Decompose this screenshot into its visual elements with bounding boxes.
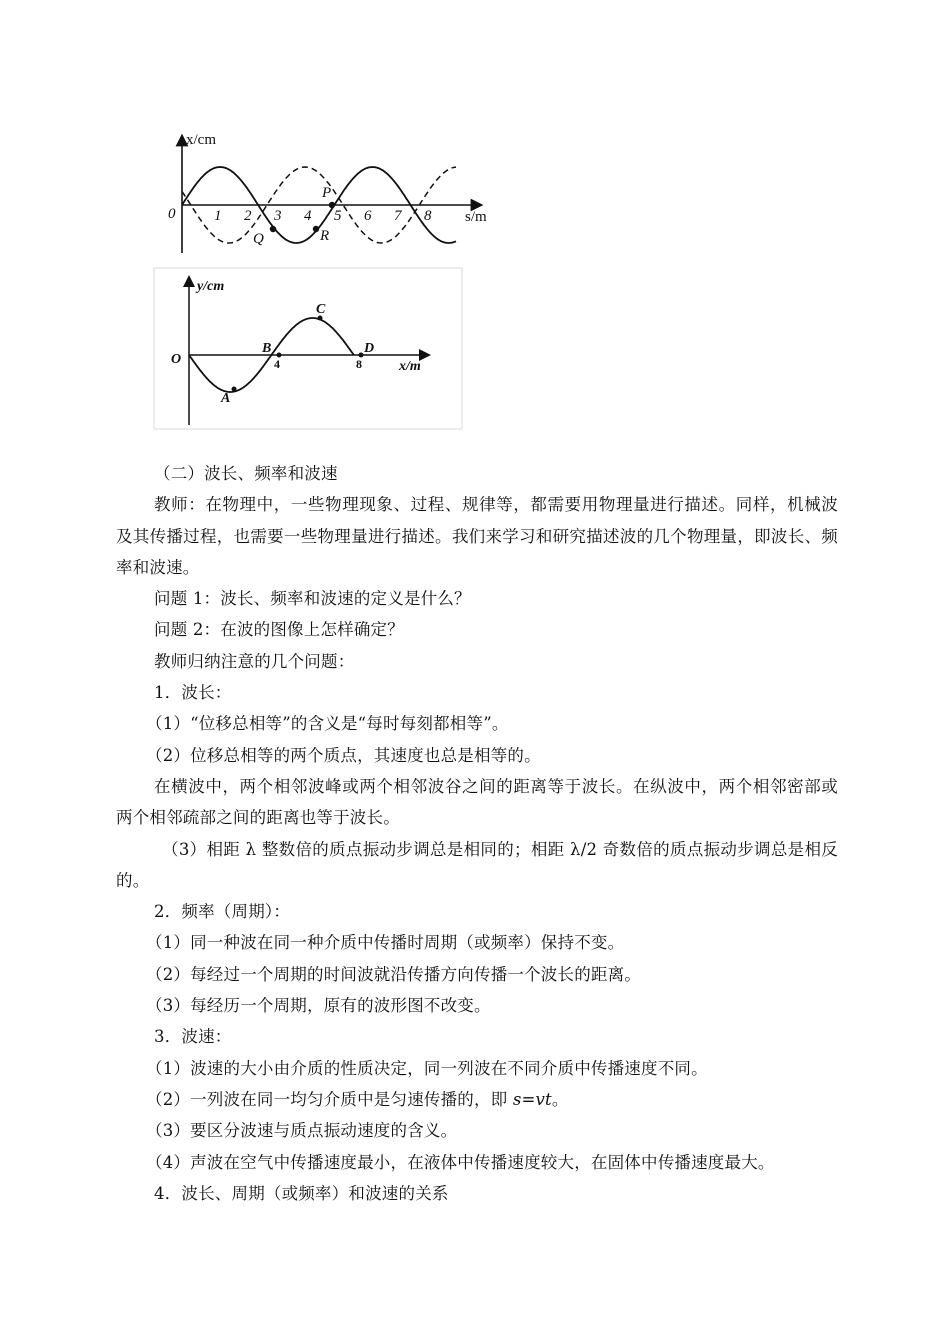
point-p-marker [329, 202, 335, 208]
relation-title: 4．波长、周期（或频率）和波速的关系 [154, 1183, 449, 1203]
question-2: 问题 2：在波的图像上怎样确定？ [154, 620, 404, 640]
point-p-label: P [322, 185, 332, 201]
frequency-item-3: （3）每经历一个周期，原有的波形图不改变。 [146, 996, 491, 1016]
summary-line: 教师归纳注意的几个问题： [154, 651, 355, 671]
speed-item-1: （1）波速的大小由介质的性质决定，同一列波在不同介质中传播速度不同。 [146, 1058, 708, 1078]
point-r-label: R [320, 228, 330, 244]
point-b-label: B [262, 341, 272, 356]
tick-label-2: 2 [244, 208, 252, 224]
speed-title: 3．波速： [154, 1027, 232, 1047]
wavelength-title: 1．波长： [154, 683, 232, 703]
intro-paragraph: 教师：在物理中，一些物理现象、过程、规律等，都需要用物理量进行描述。同样，机械波及其传播过程，也需要一些物理量进行描述。我们来学习和研究描述波的几个物理量，即波长、频率和波速。 [116, 495, 838, 577]
frequency-item-1: （1）同一种波在同一种介质中传播时周期（或频率）保持不变。 [146, 933, 625, 953]
point-d-label: D [364, 341, 375, 356]
origin-label: O [171, 352, 182, 367]
point-q-marker [270, 226, 276, 232]
speed-item-2-text: （2）一列波在同一均匀介质中是匀速传播的，即 [146, 1089, 513, 1109]
frequency-item-2: （2）每经过一个周期的时间波就沿传播方向传播一个波长的距离。 [146, 964, 641, 984]
point-q-label: Q [253, 231, 264, 247]
wave-graph-1 [165, 128, 505, 258]
wavelength-extra: 在横波中，两个相邻波峰或两个相邻波谷之间的距离等于波长。在纵波中，两个相邻密部或两个相邻疏部之间的距离也等于波长。 [116, 776, 838, 828]
wave-graph-2 [153, 267, 463, 430]
point-r-marker [313, 226, 319, 232]
speed-item-2 [116, 1084, 838, 1115]
question-1: 问题 1：波长、频率和波速的定义是什么？ [154, 589, 471, 609]
wavelength-item-2: （2）位移总相等的两个质点，其速度也总是相等的。 [146, 745, 541, 765]
tick-label-7: 7 [394, 208, 402, 224]
frequency-title: 2．频率（周期）： [154, 902, 291, 922]
point-a-marker [232, 387, 237, 392]
origin-label: 0 [168, 206, 176, 222]
x-axis-label: s/m [465, 209, 487, 225]
point-b-marker [277, 353, 282, 358]
tick-label-4: 4 [274, 357, 280, 371]
y-axis-label: y/cm [197, 279, 225, 294]
wavelength-item-3: （3）相距 λ 整数倍的质点振动步调总是相同的；相距 λ/2 奇数倍的质点振动步调总是相反的。 [116, 839, 838, 890]
tick-label-8: 8 [356, 357, 362, 371]
speed-item-2-end: 。 [551, 1089, 569, 1109]
tick-label-5: 5 [334, 208, 342, 224]
document-body [116, 458, 838, 1209]
tick-label-6: 6 [364, 208, 372, 224]
point-a-label: A [221, 391, 231, 406]
speed-item-3: （3）要区分波速与质点振动速度的含义。 [146, 1121, 458, 1141]
y-axis-label: x/cm [186, 132, 216, 148]
point-d-marker [359, 353, 364, 358]
tick-label-1: 1 [214, 208, 222, 224]
x-axis-label: x/m [399, 359, 421, 374]
tick-label-8: 8 [424, 208, 432, 224]
formula: s=vt [512, 1089, 552, 1109]
tick-label-4: 4 [304, 208, 312, 224]
speed-item-4: （4）声波在空气中传播速度最小，在液体中传播速度较大，在固体中传播速度最大。 [146, 1152, 775, 1172]
tick-label-3: 3 [274, 208, 282, 224]
wavelength-item-1: （1）“位移总相等”的含义是“每时每刻都相等”。 [146, 714, 509, 734]
point-c-label: C [316, 302, 326, 317]
section-heading: （二）波长、频率和波速 [154, 464, 338, 483]
